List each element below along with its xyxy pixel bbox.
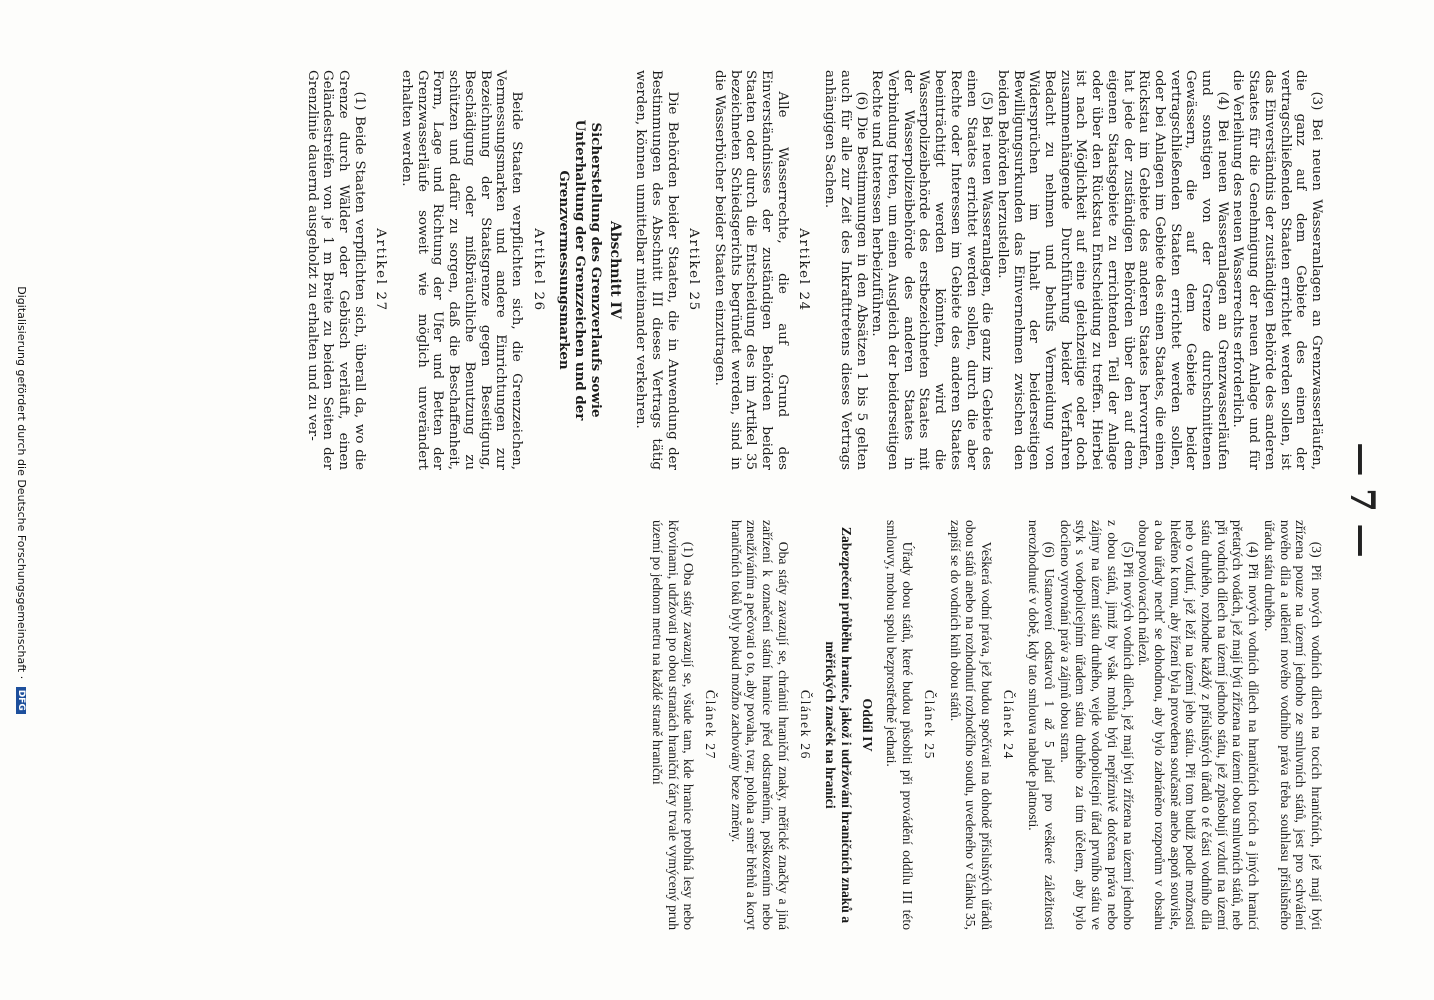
german-article-27-heading: Artikel 27 bbox=[373, 228, 389, 312]
german-article-26-heading: Artikel 26 bbox=[530, 228, 546, 312]
german-article-24-text: Alle Wasserrechte, die auf Grund des Einverständnisses der zuständigen Behörden beider Staaten oder durch die Entscheidung des im Artikel 35 bezeichneten Schiedsgerichts begründet werden, sind in die Wasserbücher beider Staaten einzutragen. bbox=[711, 70, 790, 470]
german-article-27-text: (1) Beide Staaten verpflichten sich, überall da, wo die Grenze durch Wälder oder Gebüsch verläuft, einen Geländestreifen von je 1 m Breite zu beiden Seiten der Grenzlinie dauernd ausgeholzt zu erhalten und zu ver- bbox=[304, 70, 367, 470]
czech-column bbox=[649, 520, 1324, 930]
czech-article-25-text: Úřady obou států, které budou působiti při provádění oddílu III této smlouvy, mohou spolu bezprostředně jednati. bbox=[884, 520, 916, 930]
czech-article-24-text: Veškerá vodní práva, jež budou spočívati na dohodě příslušných úřadů obou států anebo na rozhodnutí rozhodčího soudu, uvedeného v článku 35, zapíší se do vodních knih obou států. bbox=[947, 520, 994, 930]
german-article-25-text: Die Behörden beider Staaten, die in Anwendung der Bestimmungen des Abschnitt III dieses Vertrags tätig werden, können unmittelbar miteinander verkehren. bbox=[633, 70, 680, 470]
czech-article-27-text: (1) Oba státy zavazují se, všude tam, kde hranice probíhá lesy nebo křovinami, udržovati po obou stranách hraniční čáry trvale vymýcený pruh území po jednom metru na každé straně hraniční bbox=[649, 520, 697, 930]
czech-article-26-text: Oba státy zavazují se, chrániti hraniční znaky, měřické značky a jiná zařízení k označení státní hranice před odstraněním, poškozením nebo zneužíváním a pečovati o to, aby povaha, tvar, poloha a směr břehů a koryt hraničních toků byly pokud možno zachovány beze změny. bbox=[728, 520, 791, 930]
digitization-credit bbox=[15, 0, 28, 1000]
czech-paragraph-6: (6) Ustanovení odstavců 1 až 5 platí pro veškeré záležitosti nerozhodnuté v době, kdy tato smlouva nabude platnosti. bbox=[1026, 520, 1058, 930]
czech-section-heading: Oddíl IV bbox=[858, 698, 874, 752]
german-article-24-heading: Artikel 24 bbox=[796, 228, 812, 312]
german-paragraph-3: (3) Bei neuen Wasseranlagen an Grenzwasserläufen, die ganz auf dem Gebiete des einen der vertragschließenden Staaten errichtet werden sollen, ist das Einverständnis der zuständigen Behörde des anderen Staates für die Genehmigung der neuen Anlage und für die Verleihung des neuen Wasserrechts erforderlich. bbox=[1230, 70, 1324, 470]
czech-paragraph-4: (4) Při nových vodních dílech na hraničních tocích a jiných hranicí přetatých vodách, jež mají býti zřízena na území obou smluvních států, neb při vodních dílech na území jednoho státu, jež způsobují vzdutí na území státu druhého, rozhodne každý z příslušných úřadů o té části vodního díla neb o vzdutí, jež leží na území jeho státu. Při tom budiž podle možnosti hleděno k tomu, aby řízení byla provedena současně anebo aspoň souvisle, a oba úřady nechť se dohodnou, aby bylo zabráněno rozporům v obsahu obou povolovacích nálezů. bbox=[1136, 520, 1262, 930]
czech-paragraph-5: (5) Při nových vodních dílech, jež mají býti zřízena na území jednoho z obou států, jimiž by však mohla býti nepříznivě dotčena práva nebo zájmy na území státu druhého, vejde vodopolicejní úřad prvního státu ve styk s vodopolicejním úřadem státu druhého za tím účelem, aby bylo docíleno vyrovnání práv a zájmů obou stran. bbox=[1057, 520, 1136, 930]
digitization-credit-text: Digitalisierung gefördert durch die Deutsche Forschungsgemeinschaft · bbox=[15, 286, 28, 680]
dfg-logo: DFG bbox=[16, 687, 26, 714]
czech-paragraph-3: (3) Při nových vodních dílech na tocích hraničních, jež mají býti zřízena pouze na území jednoho ze smluvních států, jest pro schválení nového díla a udělení nového vodního práva třeba souhlasu příslušného úřadu státu druhého. bbox=[1261, 520, 1324, 930]
german-section-heading: Abschnitt IV bbox=[607, 221, 624, 319]
german-paragraph-6: (6) Die Bestimmungen in den Absätzen 1 bis 5 gelten auch für alle zur Zeit des Inkrafttretens dieses Vertrags anhängigen Sachen. bbox=[822, 70, 869, 470]
page-number: — 7 — bbox=[1342, 442, 1382, 558]
german-paragraph-5: (5) Bei neuen Wasseranlagen, die ganz im Gebiete des einen Staates errichtet werden sollen, durch die aber Rechte oder Interessen im Gebiete des anderen Staates beeinträchtigt werden könnten, wird die Wasserpolizeibehörde des erstbezeichneten Staates mit der Wasserpolizeibehörde des anderen Staates in Verbindung treten, um einen Ausgleich der beiderseitigen Rechte und Interessen herbeizuführen. bbox=[869, 70, 995, 470]
german-section-title: Sicherstellung des Grenzverlaufs sowie Unterhaltung der Grenzzeichen und der Grenzvermessungsmarken bbox=[556, 119, 604, 421]
czech-article-26-heading: Článek 26 bbox=[797, 689, 813, 761]
czech-article-25-heading: Článek 25 bbox=[921, 689, 937, 761]
german-column bbox=[304, 70, 1324, 470]
german-article-26-text: Beide Staaten verpflichten sich, die Grenzzeichen, Vermessungsmarken und andere Einrichtungen zur Bezeichnung der Staatsgrenze gegen Beseitigung, Beschädigung oder mißbräuchliche Benutzung zu schützen und dafür zu sorgen, daß die Beschaffenheit, Form, Lage und Richtung der Ufer und Betten der Grenzwasserläufe soweit wie möglich unverändert erhalten werden. bbox=[399, 70, 524, 470]
czech-article-24-heading: Článek 24 bbox=[1000, 689, 1016, 761]
german-paragraph-4: (4) Bei neuen Wasseranlagen an Grenzwasserläufen und sonstigen von der Grenze durchschnittenen Gewässern, die auf dem Gebiete beider vertragschließenden Staaten errichtet werden sollen, oder bei Anlagen im Gebiete des einen Staates, die einen Rückstau im Gebiete des anderen Staates hervorrufen, hat jede der zuständigen Behörden über den auf dem eigenen Staatsgebiete zu errichtenden Teil der Anlage oder über den Rückstau Entscheidung zu treffen. Hierbei ist nach Möglichkeit auf eine gleichzeitige oder doch zusammenhängende Durchführung beider Verfahren Bedacht zu nehmen und behufs Vermeidung von Widersprüchen im Inhalt der beiderseitigen Bewilligungsurkunden das Einvernehmen zwischen den beiden Behörden herzustellen. bbox=[994, 70, 1230, 470]
czech-section-title: Zabezpečení průběhu hranice, jakož i udržování hraničních znaků a měřických značek na hranici bbox=[823, 526, 855, 924]
czech-article-27-heading: Článek 27 bbox=[703, 689, 719, 761]
german-article-25-heading: Artikel 25 bbox=[686, 228, 702, 312]
